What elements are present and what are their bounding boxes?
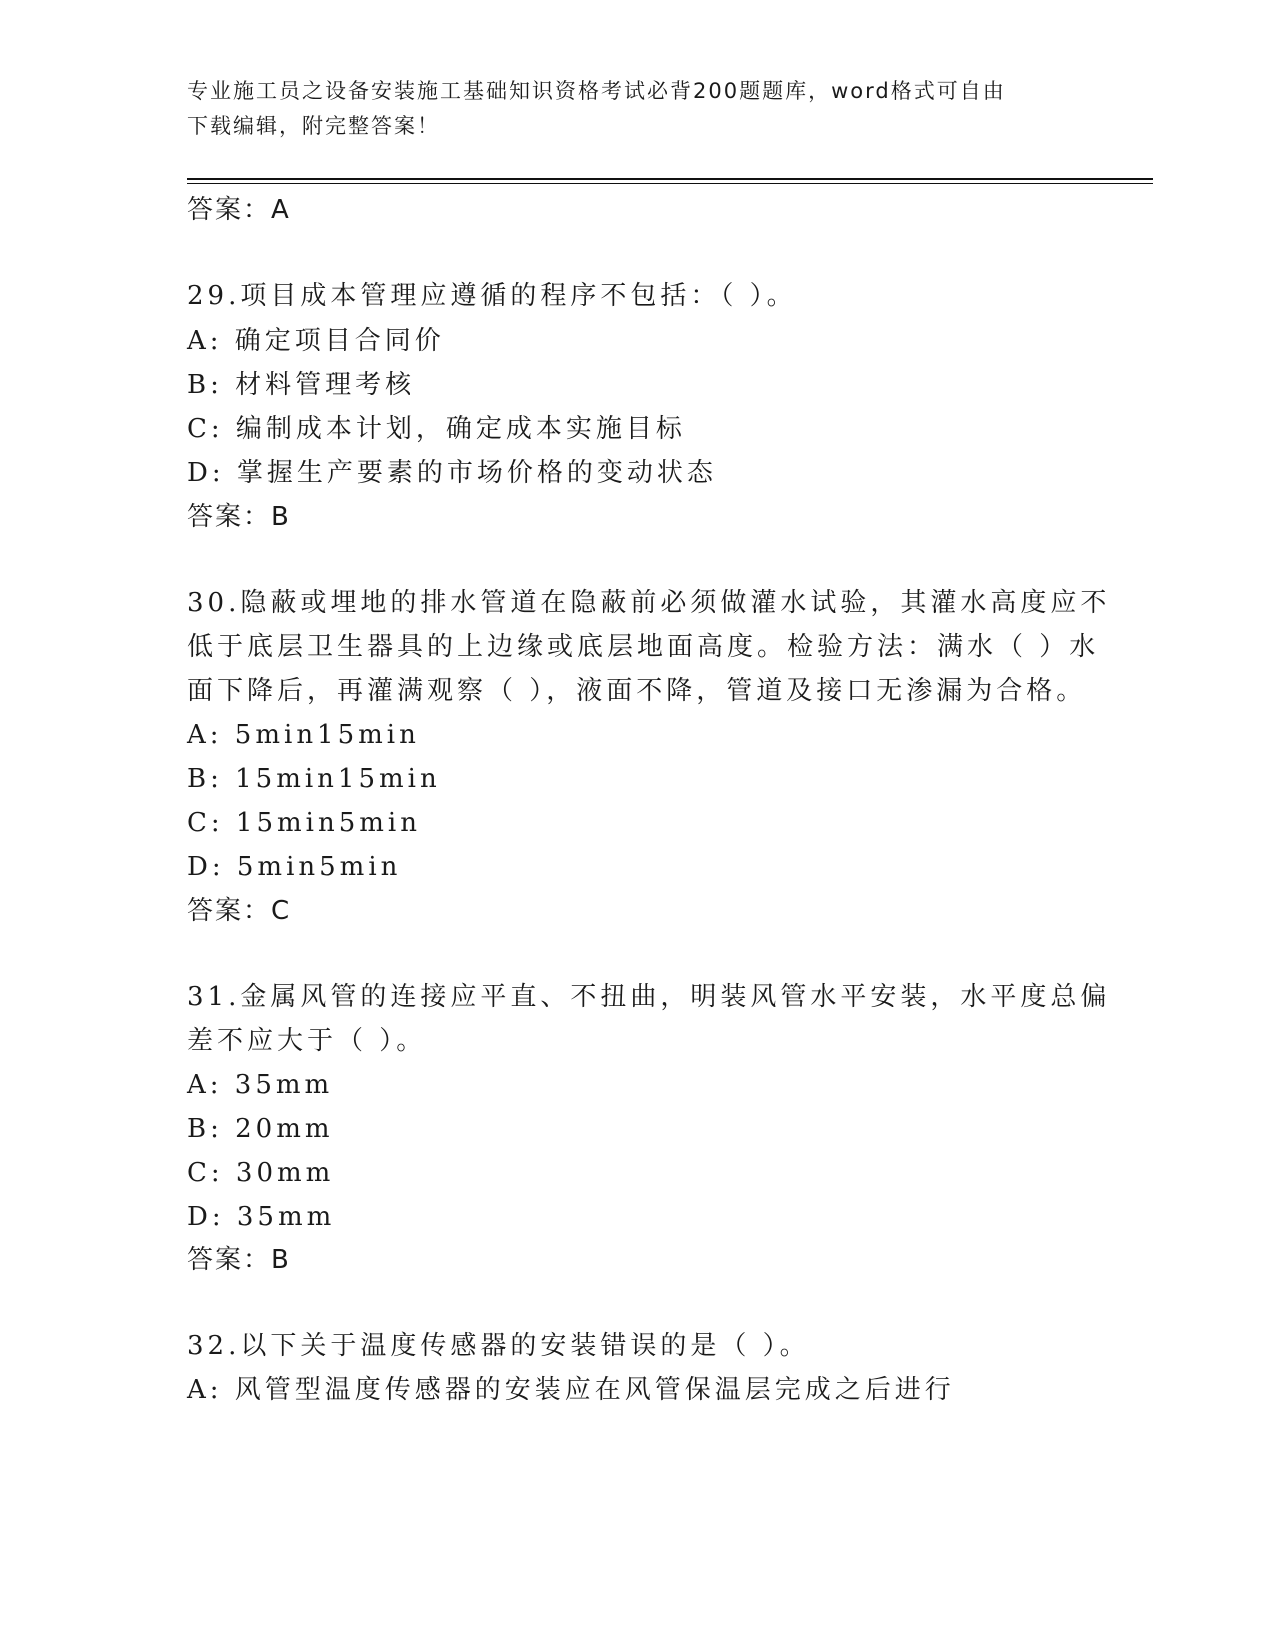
previous-answer: 答案：A bbox=[187, 195, 291, 225]
q31-stem-line-2: 差不应大于（ ）。 bbox=[187, 1026, 427, 1056]
q31-answer: 答案：B bbox=[187, 1245, 291, 1275]
q30-stem-line-1: 30.隐蔽或埋地的排水管道在隐蔽前必须做灌水试验，其灌水高度应不 bbox=[187, 588, 1111, 618]
document-header bbox=[187, 74, 1087, 144]
q29-option-b: B: 材料管理考核 bbox=[187, 370, 416, 400]
q32-stem: 32.以下关于温度传感器的安装错误的是（ ）。 bbox=[187, 1331, 810, 1361]
q29-option-c: C: 编制成本计划，确定成本实施目标 bbox=[187, 414, 686, 444]
q31-option-b: B: 20mm bbox=[187, 1114, 334, 1144]
q29-answer: 答案：B bbox=[187, 502, 291, 532]
q30-option-a: A: 5min15min bbox=[187, 720, 420, 750]
q30-answer: 答案：C bbox=[187, 896, 292, 926]
header-divider-thick bbox=[187, 178, 1153, 180]
q29-option-d: D: 掌握生产要素的市场价格的变动状态 bbox=[187, 458, 717, 488]
q31-stem-line-1: 31.金属风管的连接应平直、不扭曲，明装风管水平安装，水平度总偏 bbox=[187, 982, 1111, 1012]
header-divider-thin bbox=[187, 183, 1153, 184]
header-line-2: 下载编辑，附完整答案！ bbox=[187, 114, 440, 138]
q30-option-d: D: 5min5min bbox=[187, 852, 402, 882]
q29-option-a: A: 确定项目合同价 bbox=[187, 326, 445, 356]
q30-stem-line-2: 低于底层卫生器具的上边缘或底层地面高度。检验方法：满水（ ）水 bbox=[187, 632, 1100, 662]
q31-option-c: C: 30mm bbox=[187, 1158, 335, 1188]
q30-stem-line-3: 面下降后，再灌满观察（ ），液面不降，管道及接口无渗漏为合格。 bbox=[187, 676, 1087, 706]
header-line-1: 专业施工员之设备安装施工基础知识资格考试必背200题题库，word格式可自由 bbox=[187, 79, 1006, 103]
q31-option-d: D: 35mm bbox=[187, 1202, 336, 1232]
q30-option-c: C: 15min5min bbox=[187, 808, 421, 838]
q29-stem: 29.项目成本管理应遵循的程序不包括：（ ）。 bbox=[187, 281, 797, 311]
q31-option-a: A: 35mm bbox=[187, 1070, 334, 1100]
q32-option-a: A: 风管型温度传感器的安装应在风管保温层完成之后进行 bbox=[187, 1375, 955, 1405]
q30-option-b: B: 15min15min bbox=[187, 764, 441, 794]
